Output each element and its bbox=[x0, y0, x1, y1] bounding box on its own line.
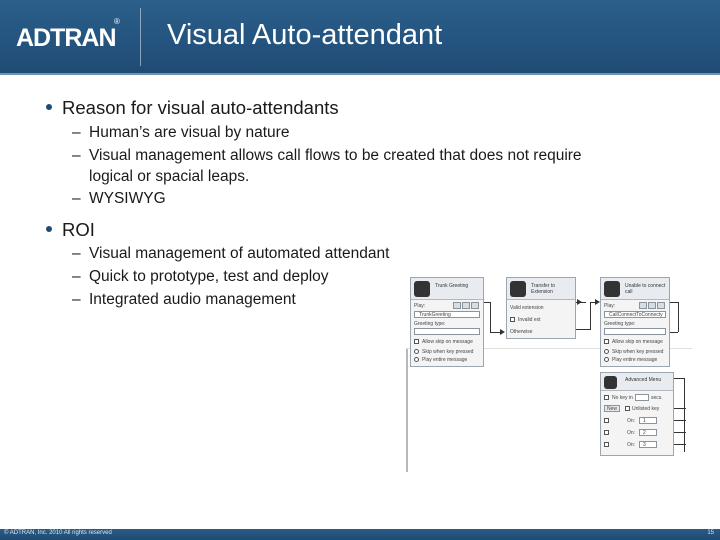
browse-button[interactable] bbox=[657, 302, 665, 309]
connector-line bbox=[674, 432, 686, 433]
dash-marker: – bbox=[72, 268, 81, 285]
node-transfer-extension[interactable] bbox=[506, 277, 576, 339]
key-value: 1 bbox=[643, 418, 646, 424]
node-unable-connect[interactable] bbox=[600, 277, 670, 367]
key-select[interactable] bbox=[639, 441, 657, 448]
copyright-text: © ADTRAN, Inc. 2010 All rights reserved bbox=[4, 530, 112, 536]
radio-label: Play entire message bbox=[612, 357, 658, 363]
header-underline bbox=[0, 73, 720, 75]
secs-label: secs. bbox=[651, 395, 663, 401]
radio-label: Skip when key pressed bbox=[422, 349, 474, 355]
new-label: New bbox=[607, 406, 618, 412]
greeting-type-label: Greeting type: bbox=[414, 321, 446, 327]
radio-label: Play entire message bbox=[422, 357, 468, 363]
key-value: 3 bbox=[643, 442, 646, 448]
browse-button[interactable] bbox=[471, 302, 479, 309]
unlisted-checkbox[interactable] bbox=[625, 406, 630, 411]
dash-marker: – bbox=[72, 147, 81, 164]
greeting-type-label: Greeting type: bbox=[604, 321, 636, 327]
node-trunk-greeting[interactable] bbox=[410, 277, 484, 367]
invalid-label: Invalid ext bbox=[518, 317, 541, 323]
bullet-text: ROI bbox=[62, 219, 95, 240]
connector-line bbox=[490, 302, 491, 332]
row-checkbox[interactable] bbox=[604, 418, 609, 423]
seconds-field[interactable] bbox=[635, 394, 649, 401]
dash-marker: – bbox=[72, 124, 81, 141]
connector-line bbox=[674, 420, 686, 421]
subbullet-text: Visual management of automated attendant bbox=[89, 245, 390, 262]
skip-radio[interactable] bbox=[414, 349, 419, 354]
dash-marker: – bbox=[72, 291, 81, 308]
play-label: Play: bbox=[604, 303, 616, 309]
unlisted-label: Unlisted key bbox=[632, 406, 660, 412]
node-title: Transfer to Extension bbox=[531, 283, 555, 295]
node-header bbox=[411, 278, 483, 300]
subbullet-text: Visual management allows call flows to be created that does not require bbox=[89, 147, 582, 164]
node-title: Advanced Menu bbox=[625, 377, 662, 383]
adtran-logo bbox=[16, 24, 120, 50]
connector-line bbox=[684, 378, 685, 452]
connector-line bbox=[490, 332, 500, 333]
greeting-value: CallConnectToConnecty bbox=[609, 312, 663, 318]
subbullet-text: Human’s are visual by nature bbox=[89, 124, 290, 141]
bullet-dot bbox=[46, 226, 52, 232]
connector-line bbox=[670, 302, 678, 303]
phone-icon bbox=[510, 281, 526, 297]
play-entire-radio[interactable] bbox=[604, 357, 609, 362]
skip-label: Allow skip on message bbox=[612, 339, 663, 345]
greeting-value: TrunkGreeting bbox=[419, 312, 451, 318]
new-button[interactable] bbox=[604, 405, 620, 412]
connector-line bbox=[674, 444, 686, 445]
subbullet-text: logical or spacial leaps. bbox=[89, 168, 250, 185]
registered-mark: ® bbox=[114, 17, 120, 26]
valid-extension-label: Valid extension bbox=[510, 305, 544, 311]
arrow-right-icon bbox=[577, 299, 582, 305]
canvas-edge bbox=[406, 348, 408, 472]
subbullet-text: Integrated audio management bbox=[89, 291, 296, 308]
node-header bbox=[601, 278, 669, 300]
connector-line bbox=[674, 408, 686, 409]
dash-marker: – bbox=[72, 190, 81, 207]
connector-line bbox=[670, 332, 678, 333]
on-label: On: bbox=[627, 442, 636, 448]
speaker-icon bbox=[414, 281, 430, 297]
subbullet-text: Quick to prototype, test and deploy bbox=[89, 268, 329, 285]
node-advanced-menu[interactable] bbox=[600, 372, 674, 456]
no-key-checkbox[interactable] bbox=[604, 395, 609, 400]
on-label: On: bbox=[627, 430, 636, 436]
key-value: 2 bbox=[643, 430, 646, 436]
connector-line bbox=[590, 302, 591, 330]
greeting-select[interactable] bbox=[604, 311, 666, 318]
otherwise-label: Otherwise bbox=[510, 329, 533, 335]
node-title: Unable to connect call bbox=[625, 283, 666, 295]
menu-icon bbox=[604, 376, 617, 389]
row-checkbox[interactable] bbox=[604, 442, 609, 447]
greeting-type-select[interactable] bbox=[604, 328, 666, 335]
subbullet-text: WYSIWYG bbox=[89, 190, 166, 207]
greeting-select[interactable] bbox=[414, 311, 480, 318]
slide-header bbox=[0, 0, 720, 73]
bullet-dot bbox=[46, 104, 52, 110]
no-key-label: No key in bbox=[612, 395, 633, 401]
skip-checkbox[interactable] bbox=[414, 339, 419, 344]
slide-footer bbox=[0, 529, 720, 540]
skip-label: Allow skip on message bbox=[422, 339, 473, 345]
stop-button[interactable] bbox=[462, 302, 470, 309]
callflow-screenshot bbox=[406, 272, 692, 472]
page-number: 15 bbox=[707, 530, 714, 536]
slide-title: Visual Auto-attendant bbox=[167, 19, 443, 51]
row-checkbox[interactable] bbox=[604, 430, 609, 435]
bullet-text: Reason for visual auto-attendants bbox=[62, 97, 339, 118]
radio-label: Skip when key pressed bbox=[612, 349, 664, 355]
connector-line bbox=[576, 329, 590, 330]
play-button[interactable] bbox=[453, 302, 461, 309]
connector-line bbox=[674, 378, 684, 379]
key-select[interactable] bbox=[639, 417, 657, 424]
play-button[interactable] bbox=[639, 302, 647, 309]
node-header bbox=[507, 278, 575, 300]
stop-button[interactable] bbox=[648, 302, 656, 309]
logo-text: ADTRAN bbox=[16, 24, 116, 50]
connector-line bbox=[678, 302, 679, 332]
key-select[interactable] bbox=[639, 429, 657, 436]
skip-checkbox[interactable] bbox=[604, 339, 609, 344]
arrow-right-icon bbox=[500, 329, 505, 335]
skip-radio[interactable] bbox=[604, 349, 609, 354]
node-header bbox=[601, 373, 673, 391]
invalid-checkbox[interactable] bbox=[510, 317, 515, 322]
play-entire-radio[interactable] bbox=[414, 357, 419, 362]
dash-marker: – bbox=[72, 245, 81, 262]
on-label: On: bbox=[627, 418, 636, 424]
greeting-type-select[interactable] bbox=[414, 328, 480, 335]
speaker-icon bbox=[604, 281, 620, 297]
header-divider bbox=[140, 8, 141, 66]
node-title: Trunk Greeting bbox=[435, 283, 469, 289]
play-label: Play: bbox=[414, 303, 426, 309]
